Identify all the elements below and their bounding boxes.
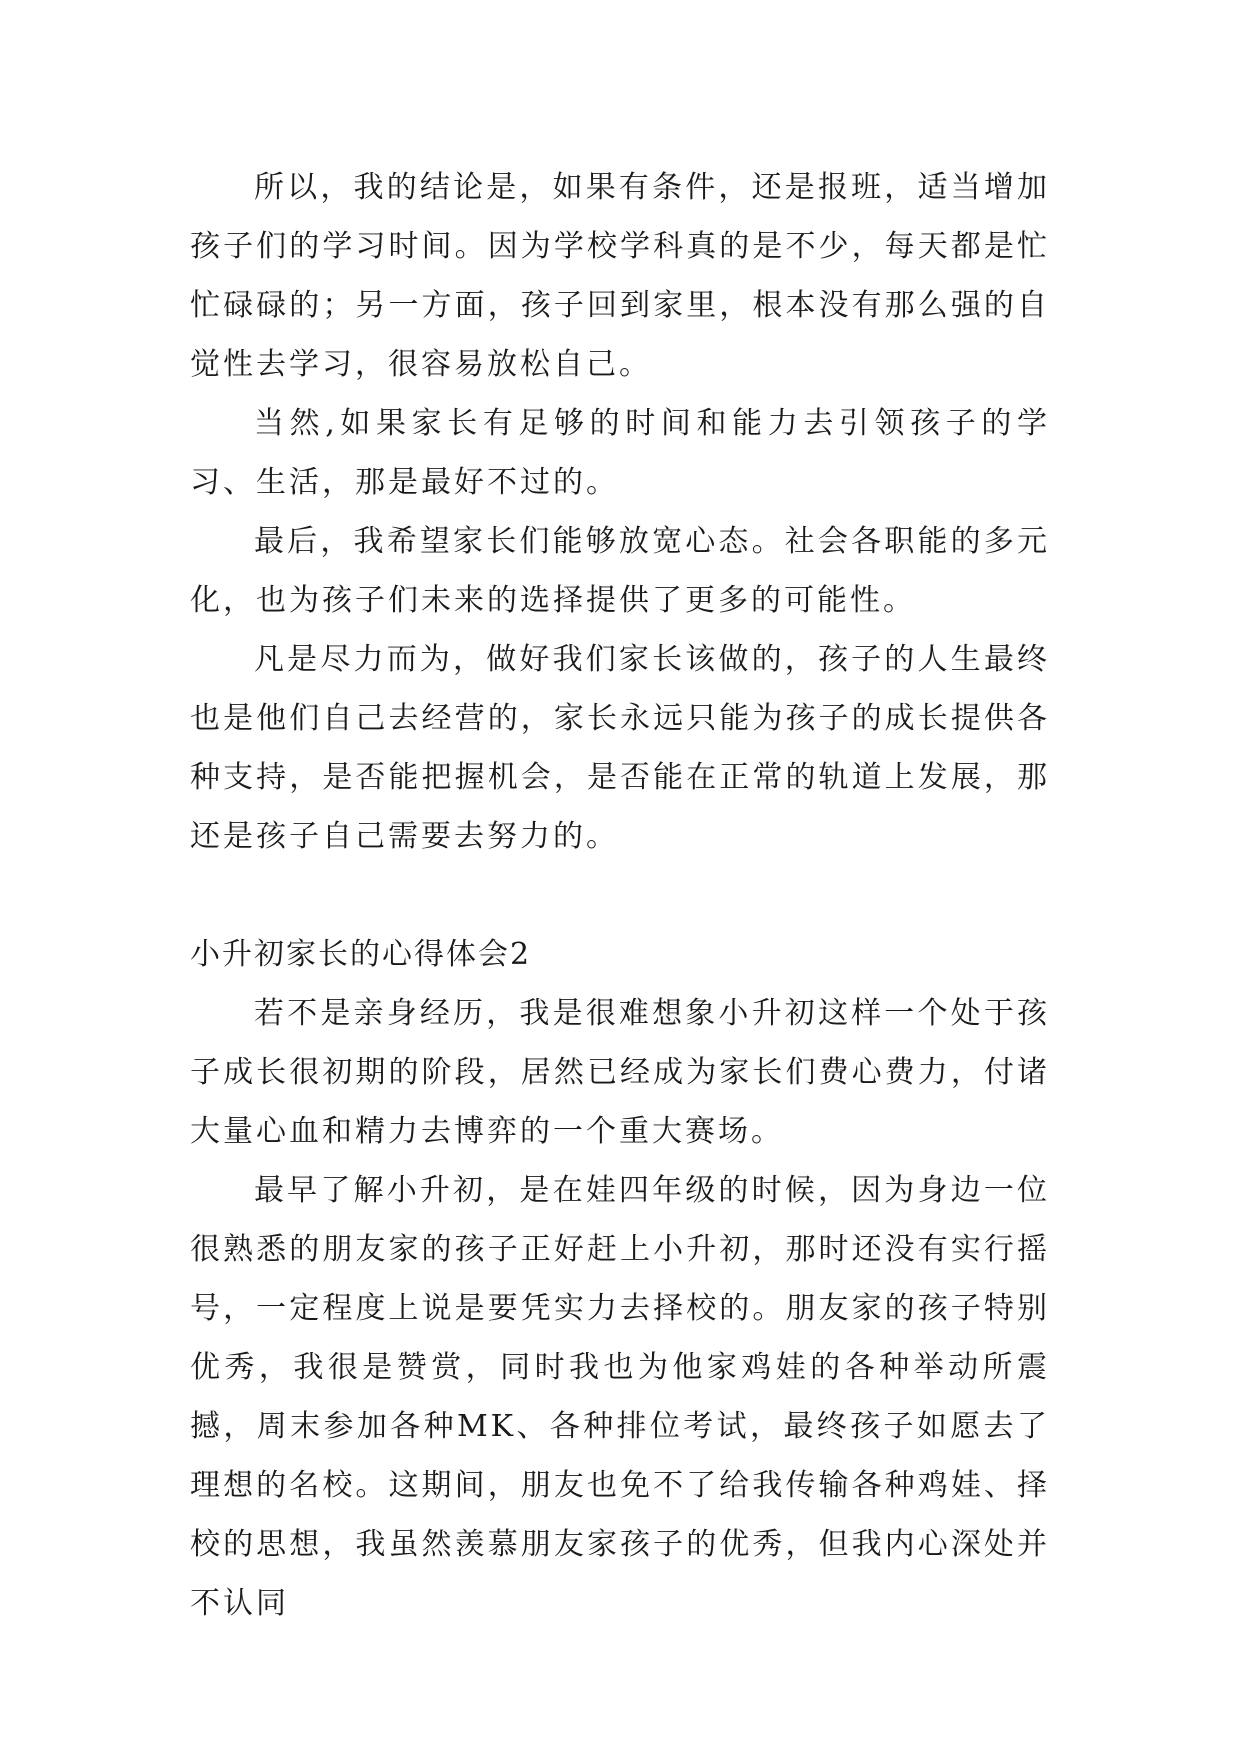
paragraph: 最后，我希望家长们能够放宽心态。社会各职能的多元化，也为孩子们未来的选择提供了更多的可能性。 bbox=[190, 524, 1050, 618]
paragraph: 所以，我的结论是，如果有条件，还是报班，适当增加孩子们的学习时间。因为学校学科真的是不少，每天都是忙忙碌碌的；另一方面，孩子回到家里，根本没有那么强的自觉性去学习，很容易放松自己。 bbox=[190, 170, 1050, 382]
section-heading: 小升初家长的心得体会2 bbox=[190, 937, 532, 972]
paragraph: 当然,如果家长有足够的时间和能力去引领孩子的学习、生活，那是最好不过的。 bbox=[190, 406, 1050, 500]
paragraph: 最早了解小升初，是在娃四年级的时候，因为身边一位很熟悉的朋友家的孩子正好赶上小升初，那时还没有实行摇号，一定程度上说是要凭实力去择校的。朋友家的孩子特别优秀，我很是赞赏，同时我也为他家鸡娃的各种举动所震撼，周末参加各种MK、各种排位考试，最终孩子如愿去了理想的名校。这期间，朋友也免不了给我传输各种鸡娃、择校的思想，我虽然羡慕朋友家孩子的优秀，但我内心深处并不认同 bbox=[190, 1173, 1050, 1621]
document-page bbox=[190, 158, 1050, 1633]
paragraph: 若不是亲身经历，我是很难想象小升初这样一个处于孩子成长很初期的阶段，居然已经成为家长们费心费力，付诸大量心血和精力去博弈的一个重大赛场。 bbox=[190, 996, 1050, 1149]
paragraph: 凡是尽力而为，做好我们家长该做的，孩子的人生最终也是他们自己去经营的，家长永远只能为孩子的成长提供各种支持，是否能把握机会，是否能在正常的轨道上发展，那还是孩子自己需要去努力的。 bbox=[190, 642, 1050, 854]
